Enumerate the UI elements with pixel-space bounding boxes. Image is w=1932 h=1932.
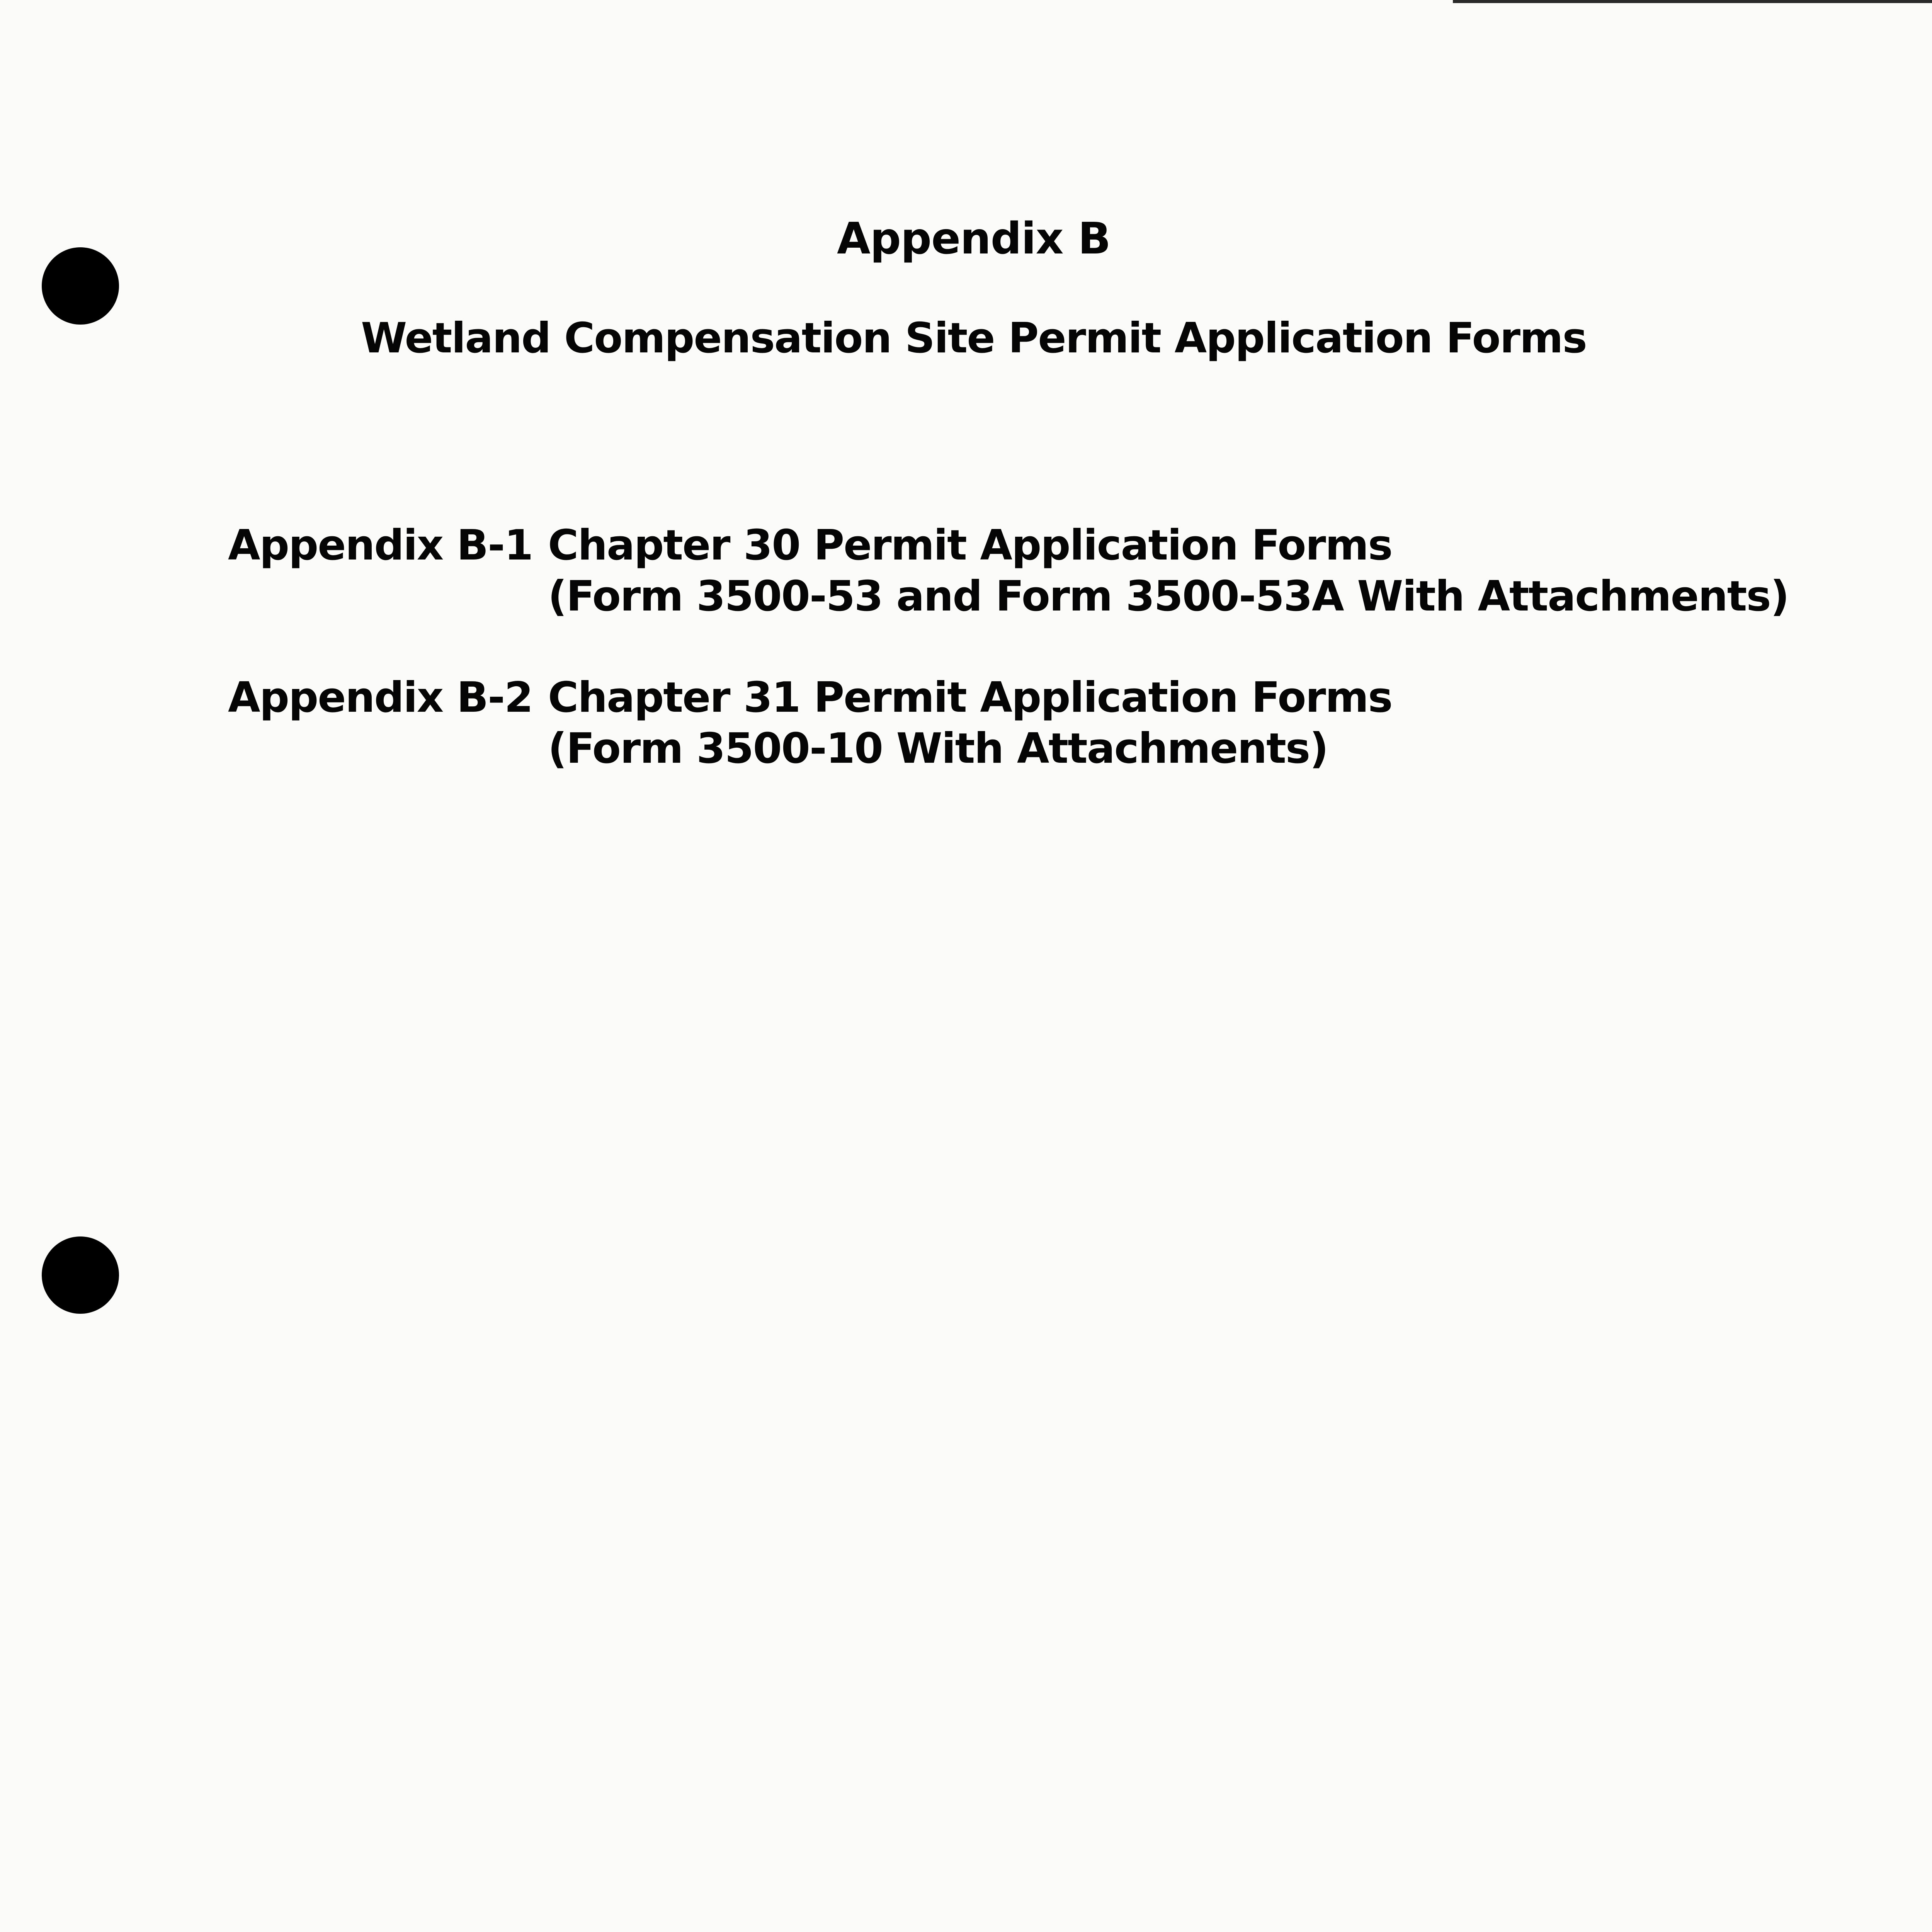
appendix-entry-detail: (Form 3500-10 With Attachments) — [548, 724, 1328, 773]
appendix-entry-detail: (Form 3500-53 and Form 3500-53A With Attachments) — [548, 572, 1789, 621]
punch-hole-middle — [42, 1236, 119, 1314]
appendix-entry-label: Appendix B-1 — [228, 521, 533, 570]
appendix-title: Appendix B — [837, 214, 1111, 264]
appendix-entry-description — [548, 520, 1789, 622]
appendix-entry-description — [548, 672, 1392, 774]
appendix-subtitle: Wetland Compensation Site Permit Application Forms — [361, 314, 1587, 362]
appendix-entry-title: Chapter 30 Permit Application Forms — [548, 521, 1392, 570]
appendix-entry-title: Chapter 31 Permit Application Forms — [548, 673, 1392, 722]
scan-edge-mark — [1453, 0, 1932, 3]
appendix-entry-label: Appendix B-2 — [228, 673, 533, 722]
